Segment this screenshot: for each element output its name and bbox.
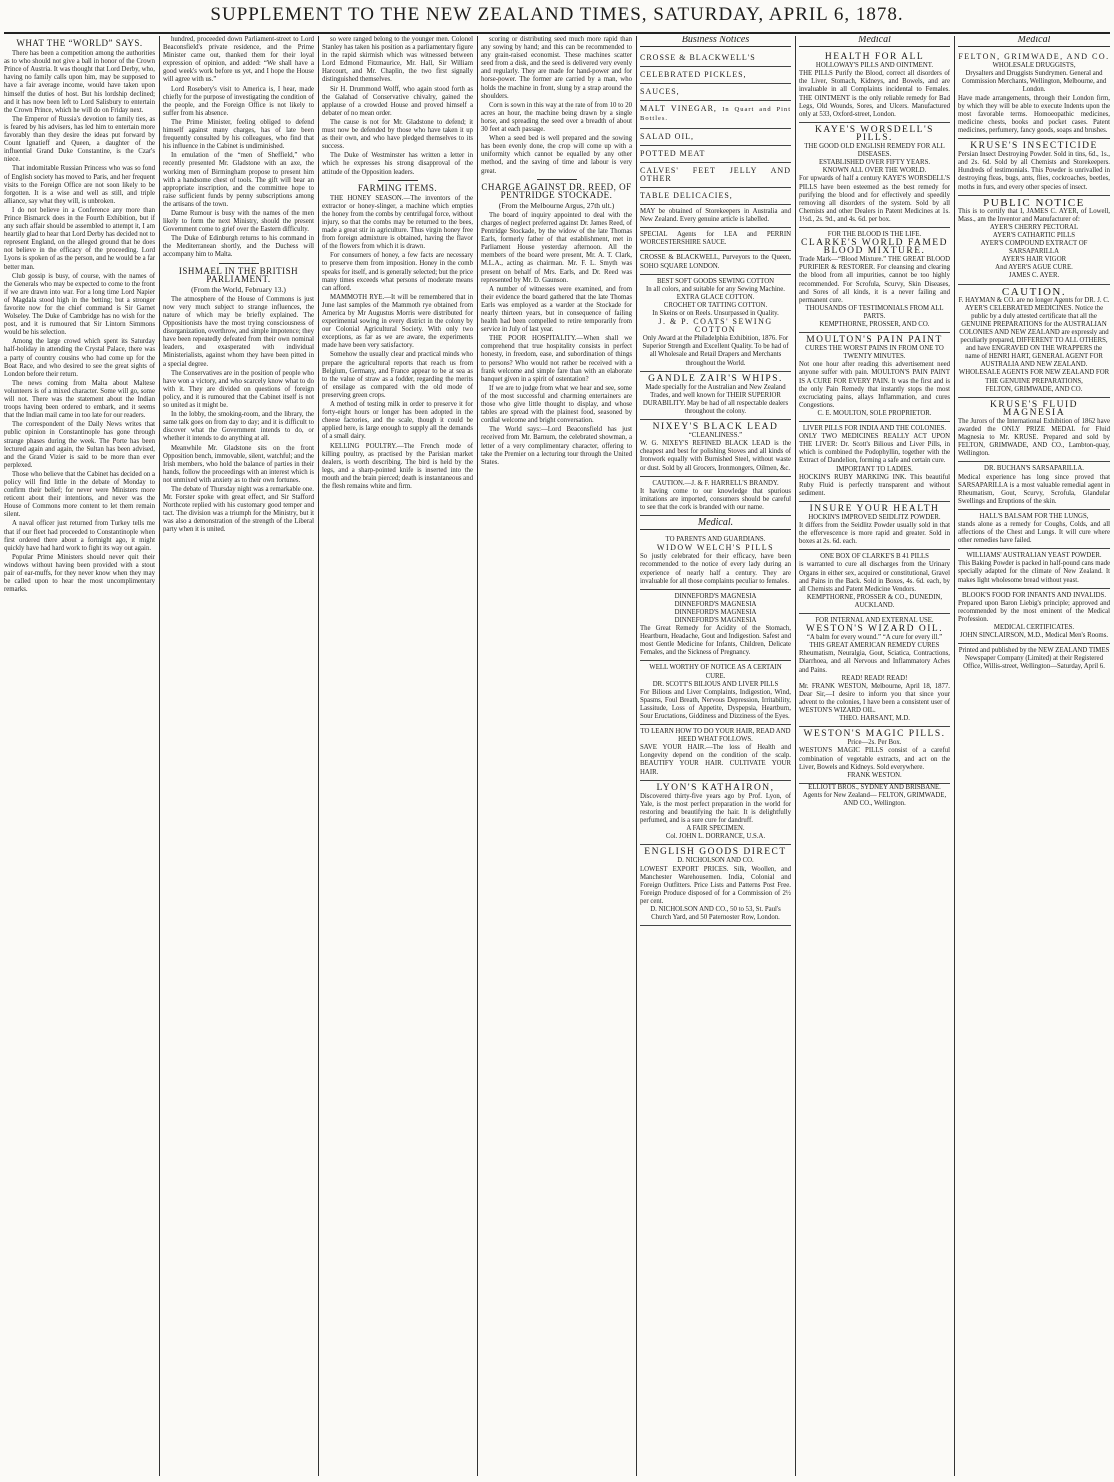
ad-title: INSURE YOUR HEALTH	[809, 503, 940, 514]
ad-signature: FRANK WESTON.	[847, 771, 902, 779]
ad-line: AYER'S COMPOUND EXTRACT OF SARSAPARILLA	[980, 240, 1088, 256]
ad-body: Have made arrangements, through their London firm, by which they will be able to execute Indents upon the most favorable terms. Homoeopathic medicines, medicine chests, books and pocket cases. Patent medicines, perfumery, fancy goods, soaps and brushes.	[958, 94, 1110, 134]
article-paragraph: The debate of Thursday night was a remarkable one. Mr. Forster spoke with great effect, and Sir Stafford Northcote replied with his customary good temper and tact. The division was a triumph for the Ministry, but it was also a demonstration of the strength of the Liberal party when it is united.	[163, 485, 314, 534]
ad-title: CROCHET OR TATTING COTTON.	[663, 301, 768, 309]
ad-title: FOR INTERNAL AND EXTERNAL USE.	[815, 617, 934, 624]
ad-body: The Great Remedy for Acidity of the Stomach, Heartburn, Headache, Gout and Indigestion. Safest and most Gentle Medicine for Infants, Children, Delicate Females, and the Sickness of Pregnancy.	[640, 625, 791, 657]
article-paragraph: Club gossip is busy, of course, with the names of the Generals who may be expected to come to the front if we are drawn into war. For a long time Lord Napier of Magdala stood high in the betting; but a stronger favorite now for the chief command is Sir Garnet Wolseley. The Duke of Cambridge has no wish for the post, and it is rumoured that Sir Lintorn Simmons would be his selection.	[4, 272, 155, 337]
article-paragraph: The correspondent of the Daily News writes that public opinion in Constantinople has gone through strange phases during the week. The Porte has been lectured again and again, the Sultan has been advised, and the Grand Vizier is said to be more than ever perplexed.	[4, 421, 155, 469]
section-heading: Medical	[958, 36, 1110, 47]
article-paragraph: KELLING POULTRY.—The French mode of killing poultry, as practised by the Parisian market dealers, is worth describing. The bird is held by the legs, and a sharp-pointed knife is inserted into the mouth and the brain pierced; death is instantaneous and the flesh remains white and firm.	[322, 442, 473, 490]
caution-ayer-ad	[958, 285, 1110, 398]
ad-body: The Jurors of the International Exhibition of 1862 have awarded the ONLY PRIZE MEDAL for Fluid Magnesia to Mr. KRUSE. Prepared and sold by FELTON, GRIMWADE, AND CO., Lambton-quay, Wellington.	[958, 417, 1110, 458]
moulton-ad	[799, 333, 950, 422]
ad-title: WESTON'S MAGIC PILLS.	[803, 729, 946, 740]
section-heading: Medical.	[640, 519, 791, 530]
insure-health-ad	[799, 502, 950, 550]
liver-pills-ad	[799, 422, 950, 502]
advertisement	[640, 50, 791, 67]
ad-subtitle: D. NICHOLSON AND CO.	[677, 857, 754, 865]
ad-body: MAY be obtained of Storekeepers in Australia and New Zealand. Every genuine article is labelled.	[640, 208, 791, 224]
masthead: SUPPLEMENT TO THE NEW ZEALAND TIMES, SATURDAY, APRIL 6, 1878.	[210, 4, 904, 25]
agents-footer: ELLIOTT BROS., SYDNEY AND BRISBANE. Agents for New Zealand— FELTON, GRIMWADE, AND CO., Wellington.	[802, 783, 947, 807]
column-4	[477, 36, 636, 1476]
ad-body: WESTON'S MAGIC PILLS consist of a careful combination of vegetable extracts, and act on the Liver, Bowels and Kidneys. Sold everywhere.	[799, 747, 950, 771]
advertisement	[640, 101, 791, 128]
ad-subtitle: KNOWN ALL OVER THE WORLD.	[822, 167, 927, 175]
ad-line: “CLEANLINESS.”	[688, 432, 743, 440]
article-paragraph: scoring or distributing seed much more rapid than any sowing by hand; and this can be recommended to any grain-raised economist. These machines scatter seed from a disk, and the seed is delivered very evenly and regularly. They are made for hand-power and for horse-power. The former are carried by a man, who holds the machine in front, slung by a strap around the shoulders.	[481, 36, 632, 100]
article-paragraph: THE POOR HOSPITALITY.—When shall we comprehend that true hospitality consists in perfect honesty, in freedom, ease, and subordination of things to persons? Who would not rather be received with a frank welcome and simple fare than with an elaborate banquet given in a spirit of ostentation?	[481, 335, 632, 383]
ad-signature: Col. JOHN L. DORRANCE, U.S.A.	[665, 833, 766, 841]
ad-title: BLOOK'S FOOD FOR INFANTS AND INVALIDS.	[961, 591, 1107, 599]
ad-title: CELEBRATED PICKLES,	[640, 70, 747, 80]
article-paragraph: The Duke of Westminster has written a letter in which he expresses his strong disapproval of the attitude of the Opposition leaders.	[322, 152, 473, 176]
ad-body: Persian Insect Destroying Powder. Sold in tins, 6d., 1s., and 2s. 6d. Sold by all Chemists and Storekeepers. Hundreds of testimonials. This Powder is unrivalled in destroying fleas, bugs, ants, flies, cockroaches, beetles, moths in furs, and every other species of insect.	[958, 151, 1110, 191]
ad-title: CALVES' FEET JELLY AND OTHER	[640, 165, 791, 183]
ad-title: KAYE'S WORSDELL'S PILLS.	[815, 124, 934, 143]
ad-line: Price—2s. Per Box.	[847, 739, 902, 747]
coats-cotton-ad	[640, 275, 791, 372]
article-paragraph: hundred, proceeded down Parliament-street to Lord Beaconsfield's private residence, and the Prime Minister came out, thanked them for their loyal expression of opinion, and added: “We shall have a good week's work before us yet, and I hope the House will agree with us.”	[163, 36, 314, 84]
ad-signature: FELTON, GRIMWADE, AND CO.	[985, 385, 1083, 393]
hair-ad	[640, 725, 791, 781]
ad-subtitle: HOLLOWAY'S PILLS AND OINTMENT.	[815, 62, 934, 70]
article-paragraph: That indomitable Russian Princess who was so fond of English society has moved to Paris, and her frequent visits to the Foreign Office are not soon likely to be forgotten. It is a wise and well as still, and triple alliance, say what they will, is unbroken.	[4, 165, 155, 205]
ad-line: In Quart and Pint Bottles.	[640, 106, 791, 123]
article-source: (From the World, February 13.)	[191, 284, 286, 294]
advertisement	[640, 67, 791, 84]
article-paragraph: Among the large crowd which spent its Saturday half-holiday in attending the Crystal Palace, there was a party of country cousins who had come up for the Boat Race, and who desired to see the great sights of London before their return.	[4, 338, 155, 378]
ad-body: Not one hour after reading this advertisement need anyone suffer with pain. MOULTON'S PAIN PAINT IS A CURE FOR EVERY PAIN. It was the first and is the only Pain Remedy that instantly stops the most excruciating pains, allays Inflammation, and cures Congestions.	[799, 361, 950, 409]
article-paragraph: MAMMOTH RYE.—It will be remembered that in June last samples of the Mammoth rye obtained from America by Mr Augustus Morris were distributed for experimental sowing in every district in the colony by our Colonial Agricultural Society. With only two exceptions, as far as we are aware, the experiments made have been very satisfactory.	[322, 293, 473, 350]
ad-line: AYER'S HAIR VIGOR	[1001, 256, 1067, 264]
public-notice-ad	[958, 196, 1110, 285]
column-1	[0, 36, 159, 1476]
ad-body: Trade Mark—“Blood Mixture.” THE GREAT BLOOD PURIFIER & RESTORER. For cleansing and clearing the blood from all impurities, cannot be too highly recommended. For Scrofula, Scurvy, Skin Diseases, and Sores of all kinds, it is a never failing and permanent cure.	[799, 256, 950, 304]
ad-subtitle: CLARKE'S WORLD FAMED BLOOD MIXTURE.	[801, 238, 948, 257]
ad-title: DINNEFORD'S MAGNESIA	[674, 608, 757, 616]
ad-subtitle: READ! READ! READ!	[841, 674, 908, 682]
ad-body: This Baking Powder is packed in half-pound cans made specially adapted for the climate of New Zealand. It makes light wholesome bread without yeast.	[958, 560, 1110, 584]
advertisement	[640, 129, 791, 146]
ad-signature: THEO. HARSANT, M.D.	[839, 715, 910, 723]
article-paragraph: so were ranged belong to the younger men. Colonel Stanley has taken his position as a parliamentary figure in the rapid skirmish which was witnessed between Lord Edmond Fitzmaurice, Mr. Hall, Sir William Harcourt, and Mr. Chaplin, the two first signally distinguished themselves.	[322, 36, 473, 84]
ad-subtitle: DR. SCOTT'S BILIOUS AND LIVER PILLS	[652, 680, 779, 688]
ad-signature: D. NICHOLSON AND CO., 50 to 53, St. Paul's Church Yard, and 50 Paternoster Row, London.	[650, 905, 781, 922]
ad-title: POTTED MEAT	[640, 148, 706, 158]
advertisement	[640, 251, 791, 274]
ad-title: HEALTH FOR ALL	[824, 52, 925, 63]
article-paragraph: In emulation of the “men of Sheffield,” who recently presented Mr. Gladstone with an axe, the working men of Birmingham propose to present him with a handsome chest of tools. The gift will bear an appropriate inscription, and the committee hope to raise sufficient funds by penny subscriptions among the artisans of the town.	[163, 152, 314, 208]
column-3	[318, 36, 477, 1476]
ad-title: PUBLIC NOTICE	[983, 196, 1085, 209]
zair-whips-ad	[640, 372, 791, 420]
ad-subtitle: MEDICAL CERTIFICATES.	[993, 624, 1075, 631]
advertisement	[640, 188, 791, 205]
ad-title: BEST SOFT GOODS SEWING COTTON	[656, 277, 775, 285]
ad-title: SALAD OIL,	[640, 131, 694, 141]
blook-food-ad	[958, 589, 1110, 645]
ad-title: FOR THE BLOOD IS THE LIFE.	[827, 230, 922, 238]
article-paragraph: The Emperor of Russia's devotion to family ties, as is feared by his advisers, has led him to entertain more favorably than they desire the ideas put forward by Count Ignatieff and Queen, a daughter of the influential Grand Duke Constantine, is the Czar's niece.	[4, 115, 155, 164]
ad-subtitle: IMPORTANT TO LADIES.	[836, 465, 913, 473]
ad-body: Mr. FRANK WESTON, Melbourne, April 18, 1877. Dear Sir,—I desire to inform you that since your advent to the colonies, I have been a consistent user of WESTON'S WIZARD OIL.	[799, 682, 950, 715]
ad-body: So justly celebrated for their efficacy, have been recommended to the notice of every lady during an experience of nearly half a century. They are invaluable for all those complaints peculiar to females.	[640, 553, 791, 585]
advertisement	[640, 228, 791, 251]
ad-body: stands alone as a remedy for Coughs, Colds, and all affections of the Chest and Lungs. It will cure where other remedies have failed.	[958, 520, 1110, 545]
wizard-oil-ad	[799, 614, 950, 727]
advertisement	[640, 84, 791, 101]
ad-title: KRUSE'S INSECTICIDE	[970, 141, 1098, 152]
ad-body: It having come to our knowledge that spurious imitations are imported, consumers should be careful to see that the cork is branded with our name.	[640, 487, 791, 511]
ad-body: This is to certify that I, JAMES C. AYER, of Lowell, Mass., am the Inventor and Manufacturer of:	[958, 207, 1110, 223]
article-title: FARMING ITEMS.	[357, 182, 438, 193]
ad-signature: JOHN SINCLAIRSON, M.D., Medical Men's Rooms.	[959, 632, 1109, 640]
ad-body: SPECIAL Agents for LEA and PERRIN WORCESTERSHIRE SAUCE.	[640, 231, 791, 247]
clarke-pills-ad	[799, 550, 950, 614]
ad-body: CROSSE & BLACKWELL, Purveyors to the Queen, SOHO SQUARE LONDON.	[640, 254, 791, 270]
nixey-ad	[640, 420, 791, 477]
ad-title: GANDLE ZAIR'S WHIPS.	[648, 373, 783, 384]
ad-body: For Bilious and Liver Complaints, Indigestion, Wind, Spasms, Foul Breath, Nervous Depression, Irritability, Lassitude, Loss of Appetite, Dyspepsia, Heartburn, Sour Eructations, Giddiness and Dizziness of the Eyes.	[640, 688, 791, 720]
ad-title: DINNEFORD'S MAGNESIA	[674, 592, 757, 600]
ad-title: MALT VINEGAR,	[640, 104, 717, 114]
article-paragraph: The board of inquiry appointed to deal with the charges of neglect preferred against Dr. James Reed, of Pentridge Stockade, by the widow of the late Thomas Earls, formerly father of that establishment, met in Parliament House yesterday afternoon. All the members of the board were present, Mr. A. T. Clark, M.L.A., acting as chairman. Mr. F. L. Smyth was present on behalf of Mrs. Earls, and Dr. Reed was represented by Mr. D. Gaunson.	[481, 211, 632, 284]
ad-body: is warranted to cure all discharges from the Urinary Organs in either sex, acquired or constitutional, Gravel and Pains in the Back. Sold in Boxes, 4s. 6d. each, by all Chemists and Patent Medicine Vendors.	[799, 561, 950, 593]
ad-title: CAUTION.—J. & F. HARRELL'S BRANDY.	[652, 479, 779, 487]
article-paragraph: Those who believe that the Cabinet has decided on a policy will find little in the debate of Monday to confirm their belief; for never were Ministers more reticent about their intentions, and never was the House of Commons more content to let them remain silent.	[4, 470, 155, 519]
article-paragraph: The cause is not for Mr. Gladstone to defend; it must now be defended by those who have taken it up as their own, and who have pledged themselves to its success.	[322, 118, 473, 151]
ad-subtitle: WIDOW WELCH'S PILLS	[656, 543, 775, 553]
magic-pills-ad	[799, 727, 950, 784]
ad-body: LOWEST EXPORT PRICES. Silk, Woollen, and Manchester Warehousemen. India, Colonial and Foreign Outfitters. Price Lists and Patterns Post Free. Foreign Produce disposed of for a Commission of 2½ per cent.	[640, 865, 791, 905]
ad-body: For upwards of half a century KAYE'S WORSDELL'S PILLS have been esteemed as the best remedy for purifying the blood and for effectively and speedily removing all disorders of the system. Sold by all Chemists and other Dealers in Patent Medicines at 1s. 1½d., 2s. 9d., and 4s. 6d. per box.	[799, 175, 950, 223]
ad-line: AYER'S CHERRY PECTORAL	[989, 223, 1079, 231]
ad-line: Made specially for the Australian and New Zealand Trades, and well known for THEIR SUPERIOR DURABILITY. May be had of all respectable dealers throughout the colony.	[642, 383, 789, 415]
ad-line: Only Award at the Philadelphia Exhibition, 1876. For Superior Strength and Excellent Quality. To be had of all Wholesale and Retail Drapers and Merchants throughout the World.	[642, 335, 789, 367]
article-paragraph: Popular Prime Ministers should never quit their windows without having been provided with a stout pair of ear-muffs, for they never know when they may be called upon to hear the most uncomplimentary remarks.	[4, 553, 155, 594]
advertisement	[640, 163, 791, 188]
article-paragraph: The news coming from Malta about Maltese volunteers is of a mixed character. Some will go, some will not. There was the statement about the Indian troops having been ordered to embark, and it seems that the Indian mail came in too late for our readers.	[4, 379, 155, 420]
ad-subtitle: WESTON'S WIZARD OIL.	[805, 624, 944, 635]
kathairon-ad	[640, 781, 791, 846]
ad-subtitle: A FAIR SPECIMEN.	[686, 825, 745, 833]
kaye-pills-ad	[799, 123, 950, 228]
caution-ad	[640, 477, 791, 516]
article-paragraph: When a seed bed is well prepared and the sowing has been evenly done, the crop will come up with a uniformity which cannot be equalled by any other method, and the saving of time and labour is very great.	[481, 135, 632, 175]
article-paragraph: The World says:—Lord Beaconsfield has just received from Mr. Barnum, the celebrated showman, a letter of a very complimentary character, offering to take the Premier on a lecturing tour through the United States.	[481, 426, 632, 466]
article-paragraph: Meanwhile Mr. Gladstone sits on the front Opposition bench, immovable, silent, watchful; and the Irish members, who hold the balance of parties in their hands, follow the proceedings with an interest which is not unmixed with anxiety as to their own fortunes.	[163, 444, 314, 484]
advertisement	[640, 146, 791, 163]
article-title: CHARGE AGAINST DR. REED, OF PENTRIDGE STOCKADE.	[481, 181, 632, 200]
english-goods-ad	[640, 845, 791, 926]
ad-subtitle: THOUSANDS OF TESTIMONIALS FROM ALL PARTS.	[805, 304, 944, 320]
article-paragraph: The Duke of Edinburgh returns to his command in the Mediterranean shortly, and the Duchess will accompany him to Malta.	[163, 235, 314, 259]
column-6	[795, 36, 954, 1476]
ad-signature: C. E. MOULTON, SOLE PROPRIETOR.	[817, 409, 932, 417]
column-2	[159, 36, 318, 1476]
ad-body: W. G. NIXEY'S REFINED BLACK LEAD is the cheapest and best for polishing Stoves and all kinds of Ironwork equally with Burnished Steel, without waste or dust. Sold by all Grocers, Ironmongers, Oilmen, &c.	[640, 440, 791, 472]
ad-signature: KEMPTHORNE, PROSSER & CO., DUNEDIN, AUCKLAND.	[806, 593, 943, 609]
article-paragraph: Dame Rumour is busy with the names of the men likely to form the next Ministry, should the present Government come to grief over the Eastern difficulty.	[163, 209, 314, 234]
ad-body: HOCKIN'S RUBY MARKING INK. This beautiful Ruby Fluid is perfectly transparent and without sediment.	[799, 473, 950, 497]
ad-title: WILLIAMS' AUSTRALIAN YEAST POWDER.	[966, 552, 1102, 560]
ad-title: DINNEFORD'S MAGNESIA	[674, 616, 757, 624]
article-paragraph: THE HONEY SEASON.—The inventors of the extractor or honey-slinger, a machine which empties the honey from the combs by centrifugal force, without injury, so that the combs may be returned to the bees, made a great stir in agriculture. Thus virgin honey free from foreign admixture is obtained, having the flavor of the flowers from which it is drawn.	[322, 194, 473, 251]
section-heading: Medical	[799, 36, 950, 47]
ad-title: EXTRA GLACE COTTON.	[676, 293, 755, 301]
kruse-insecticide-ad	[958, 139, 1110, 196]
article-paragraph: If we are to judge from what we hear and see, some of the most successful and charming entertainers are those who give little thought to display, and whose tables are spread with the plainest food, seasoned by cordial welcome and bright conversation.	[481, 384, 632, 425]
ad-line: In all colors, and suitable for any Sewing Machine.	[646, 285, 785, 293]
ad-title: DR. BUCHAN'S SARSAPARILLA.	[984, 465, 1084, 473]
ad-title: ENGLISH GOODS DIRECT	[644, 847, 787, 858]
ad-body: SAVE YOUR HAIR.—The loss of Health and Longevity depend on the condition of the scalp. BEAUTIFY YOUR HAIR. CULTIVATE YOUR HAIR.	[640, 744, 791, 776]
ad-line: In Skeins or on Reels. Unsurpassed in Quality.	[652, 309, 779, 317]
column-5	[636, 36, 795, 1476]
article-source: (From the Melbourne Argus, 27th ult.)	[498, 200, 615, 210]
hall-balsam-ad	[958, 510, 1110, 549]
ad-body: THE PILLS Purify the Blood, correct all disorders of the Liver, Stomach, Kidneys, and Bowels, and are invaluable in all Complaints incidental to Females. THE OINTMENT is the only reliable remedy for Bad Legs, Old Wounds, Sores, and Ulcers. Manufactured only at 533, Oxford-street, London.	[799, 70, 950, 118]
imprint-footer: Printed and published by the NEW ZEALAND TIMES Newspaper Company (Limited) at their Registered Office, Willis-street, Wellington—Saturday, April 6.	[958, 647, 1110, 671]
ad-title: NIXEY'S BLACK LEAD	[652, 422, 779, 433]
article-title: ISHMAEL IN THE BRITISH PARLIAMENT.	[178, 265, 299, 284]
article-paragraph: For consumers of honey, a few facts are necessary to preserve them from imposition. Honey in the comb speaks for itself, and is generally selected; but the price many times exceeds what persons of moderate means can afford.	[322, 252, 473, 292]
ad-line: “A balm for every wound.” “A cure for every ill.”	[806, 634, 943, 642]
section-heading: Business Notices	[640, 36, 791, 47]
article-paragraph: The atmosphere of the House of Commons is just now very much subject to strange influences, the nature of which may be briefly explained. The Oppositionists have the most trying consciousness of disorganization, overthrow, and simple impotence; they have been repeatedly defeated from their own nominal leaders, and exasperated with individual Ministerialists, against whom they have been pitted in a special degree.	[163, 295, 315, 368]
ad-title: LYON'S KATHAIRON,	[656, 782, 775, 793]
welch-pills-ad	[640, 533, 791, 590]
article-paragraph: Somehow the usually clear and practical minds who prepare the agricultural reports that reach us from Belgium, Germany, and France appear to be at sea as to the value of straw as a fodder, regarding the merits of ensilage as compared with the old mode of preserving green crops.	[322, 351, 473, 399]
article-separator	[219, 263, 259, 264]
advertisement	[640, 205, 791, 228]
ad-line: And AYER'S AGUE CURE.	[995, 264, 1073, 272]
ad-subtitle: THE GOOD OLD ENGLISH REMEDY FOR ALL DISEASES.	[804, 143, 945, 159]
article-paragraph: I do not believe in a Conference any more than Prince Bismarck does in the Fourth Exhibition, but if any such affair should be assembled to attempt it, I am heartily glad to hear that Lord Derby has decided not to represent England, on the alleged ground that he does not believe in the efficacy of the proceeding. Lord Lyons is spoken of as the person, and he would be a far better man.	[4, 206, 155, 271]
ad-title: TO LEARN HOW TO DO YOUR HAIR, READ AND HEED WHAT FOLLOWS.	[640, 728, 791, 744]
ad-body: Discovered thirty-five years ago by Prof. Lyon, of Yale, is the most perfect preparation in the world for restoring and beautifying the hair. It is delightfully perfumed, and is a sure cure for dandruff.	[640, 792, 791, 825]
article-title: WHAT THE “WORLD” SAYS.	[16, 38, 143, 48]
article-paragraph: The Prime Minister, feeling obliged to defend himself against many charges, has of late been frequently consulted by his colleagues, who find that his influence in the Cabinet is undiminished.	[163, 118, 314, 151]
ad-line: Drysalters and Druggists Sundrymen. General and Commission Merchants, Wellington, Melbourne, and London.	[961, 70, 1107, 94]
holloway-ad	[799, 50, 950, 123]
ad-subtitle: HOCKIN'S IMPROVED SEIDLITZ POWDER.	[808, 513, 941, 521]
ad-title: ONE BOX OF CLARKE'S B 41 PILLS	[820, 553, 929, 561]
ad-body: F. HAYMAN & CO. are no longer Agents for DR. J. C. AYER'S CELEBRATED MEDICINES. Notice the public by a duly attested certificate that all the GENUINE PREPARATIONS for the AUSTRALIAN COLONIES AND NEW ZEALAND are expressly and peculiarly prepared, DIFFERENT TO ALL OTHERS, and have ENGRAVED ON THE WRAPPERS the name of HENRI HART, GENERAL AGENT FOR AUSTRALIA AND NEW ZEALAND.	[958, 296, 1110, 369]
ad-title: DINNEFORD'S MAGNESIA	[674, 600, 757, 608]
ad-subtitle: THIS GREAT AMERICAN REMEDY CURES	[809, 642, 940, 650]
article-paragraph: A naval officer just returned from Turkey tells me that if our fleet had proceeded to Constantinople when first ordered there about a fortnight ago, it might quickly have had hard work to fight its way out again.	[4, 520, 155, 552]
ad-title: WELL WORTHY OF NOTICE AS A CERTAIN CURE.	[649, 664, 782, 680]
ad-title: CAUTION.	[1001, 285, 1067, 298]
ad-subtitle: WHOLESALE AGENTS FOR NEW ZEALAND FOR THE GENUINE PREPARATIONS,	[958, 369, 1110, 385]
felton-grimwade-ad	[958, 50, 1110, 139]
buchan-ad	[958, 462, 1110, 509]
ad-title: MOULTON'S PAIN PAINT	[806, 335, 943, 346]
ad-title: TO PARENTS AND GUARDIANS.	[665, 536, 766, 544]
ad-body: Prepared upon Baron Liebig's principle; approved and recommended by the most eminent of the Medical Profession.	[958, 599, 1110, 623]
ad-title: FELTON, GRIMWADE, AND CO.	[958, 52, 1110, 62]
ad-body: It differs from the Seidlitz Powder usually sold in that the effervescence is more rapid and greater. Sold in boxes at 2s. 6d. each.	[799, 522, 950, 546]
ad-subtitle: WHOLESALE DRUGGISTS,	[992, 62, 1076, 70]
article-paragraph: Sir H. Drummond Wolff, who again stood forth as the Galahad of Conservative chivalry, gained the applause of a crowded House and proved himself a debater of no mean order.	[322, 85, 473, 117]
masthead-rule	[4, 32, 1110, 34]
article-paragraph: The Conservatives are in the position of people who have won a victory, and who scarcely know what to do with it. They are divided on questions of foreign policy, and it is rumoured that the Cabinet itself is not so united as it might be.	[163, 369, 314, 410]
ad-title: SAUCES,	[640, 87, 680, 97]
article-paragraph: There has been a competition among the authorities as to who should not give a ball in honor of the Crown Prince of Austria. It was thought that Lord Derby, who, having no family calls upon him, may be supposed to have a fair average income, would have taken upon himself the duties of host. But his lordship declined; and it has now been left to Lord Salisbury to entertain the Crown Prince, which he will do on Friday next.	[4, 50, 155, 114]
article-separator	[378, 180, 418, 181]
ad-body: Rheumatism, Neuralgia, Gout, Sciatica, Contractions, Diarrhoea, and all Nervous and Inflammatory Aches and Pains.	[799, 650, 950, 674]
ad-body: Medical experience has long since proved that SARSAPARILLA is a most valuable remedial agent in Rheumatism, Gout, Scurvy, Scrofula, Glandular Swellings and Eruptions of the skin.	[958, 473, 1110, 505]
ad-title: CROSSE & BLACKWELL'S	[640, 53, 756, 63]
ad-subtitle: ESTABLISHED OVER FIFTY YEARS.	[818, 159, 931, 167]
ad-title: KRUSE'S FLUID MAGNESIA	[990, 399, 1078, 418]
article-paragraph: A method of testing milk in order to preserve it for forty-eight hours or longer has been adopted in the cheese factories, and the scale, though it could be applied here, is large enough to supply all the demands of a small dairy.	[322, 401, 473, 441]
article-paragraph: In the lobby, the smoking-room, and the library, the same talk goes on from day to day; and it is difficult to discover what the Government intends to do, or whether it intends to do anything at all.	[163, 411, 314, 443]
article-separator	[537, 179, 577, 180]
ad-body: ONLY TWO MEDICINES REALLY ACT UPON THE LIVER: Dr. Scott's Bilious and Liver Pills, in which is combined the Podophyllin, together with the Extract of Dandelion, forming a safe and certain cure.	[799, 433, 950, 465]
yeast-powder-ad	[958, 549, 1110, 588]
article-paragraph: Corn is sown in this way at the rate of from 10 to 20 acres an hour, the machine being drawn by a single horse, and spreading the seed over a breadth of about 30 feet at each passage.	[481, 101, 632, 134]
kruse-magnesia-ad	[958, 398, 1110, 463]
ad-title: LIVER PILLS FOR INDIA AND THE COLONIES.	[802, 425, 947, 433]
ad-title: HALL'S BALSAM FOR THE LUNGS,	[979, 512, 1089, 520]
clarke-blood-ad	[799, 228, 950, 333]
article-paragraph: A number of witnesses were examined, and from their evidence the board gathered that the late Thomas Earls was employed as a warder at the Stockade for nearly thirteen years, but in consequence of failing health had been compelled to retire temporarily from service in July of last year.	[481, 285, 632, 334]
column-7	[954, 36, 1114, 1476]
ad-subtitle: CURES THE WORST PAINS IN FROM ONE TO TWENTY MINUTES.	[805, 345, 944, 361]
article-paragraph: Lord Rosebery's visit to America is, I hear, made chiefly for the purpose of investigating the condition of the people, and the Foreign Office is not likely to suffer from his absence.	[163, 85, 314, 117]
scott-pills-ad	[640, 661, 791, 725]
ad-title: J. & P. COATS' SEWING COTTON	[658, 317, 773, 335]
ad-line: AYER'S CATHARTIC PILLS	[992, 231, 1076, 239]
ad-title: TABLE DELICACIES,	[640, 190, 733, 200]
ad-signature: JAMES C. AYER.	[1008, 272, 1060, 280]
dinneford-ad	[640, 590, 791, 662]
ad-signature: KEMPTHORNE, PROSSER, AND CO.	[819, 321, 930, 328]
